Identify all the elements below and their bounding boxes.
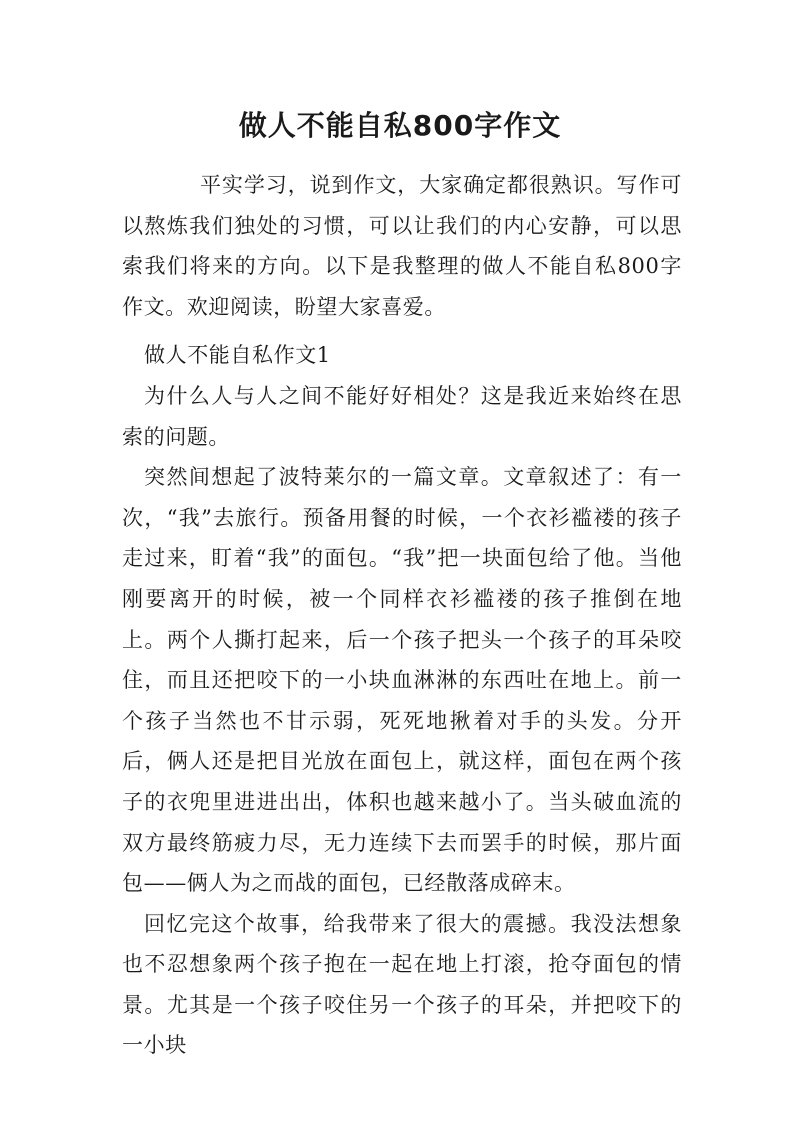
document-title: 做人不能自私800字作文 [238,109,562,142]
section-heading: 做人不能自私作文1 [144,343,331,368]
paragraph: 回忆完这个故事，给我带来了很大的震撼。我没法想象也不忍想象两个孩子抱在一起在地上打滚，抢夺面包的情景。尤其是一个孩子咬住另一个孩子的耳朵，并把咬下的一小块 [122,911,682,1058]
paragraph: 突然间想起了波特莱尔的一篇文章。文章叙述了：有一次，“我”去旅行。预备用餐的时候，一个衣衫褴褛的孩子走过来，盯着“我”的面包。“我”把一块面包给了他。当他刚要离开的时候，被一个同样衣衫褴褛的孩子推倒在地上。两个人撕打起来，后一个孩子把头一个孩子的耳朵咬住，而且还把咬下的一小块血淋淋的东西吐在地上。前一个孩子当然也不甘示弱，死死地揪着对手的头发。分开后，俩人还是把目光放在面包上，就这样，面包在两个孩子的衣兜里进进出出，体积也越来越小了。当头破血流的双方最终筋疲力尽，无力连续下去而罢手的时候，那片面包——俩人为之而战的面包，已经散落成碎末。 [122,465,682,896]
document-body [122,165,682,1066]
intro-paragraph: 平实学习，说到作文，大家确定都很熟识。写作可以熬炼我们独处的习惯，可以让我们的内心安静，可以思索我们将来的方向。以下是我整理的做人不能自私800字作文。欢迎阅读，盼望大家喜爱。 [122,173,682,319]
paragraph: 为什么人与人之间不能好好相处？这是我近来始终在思索的问题。 [122,383,682,449]
